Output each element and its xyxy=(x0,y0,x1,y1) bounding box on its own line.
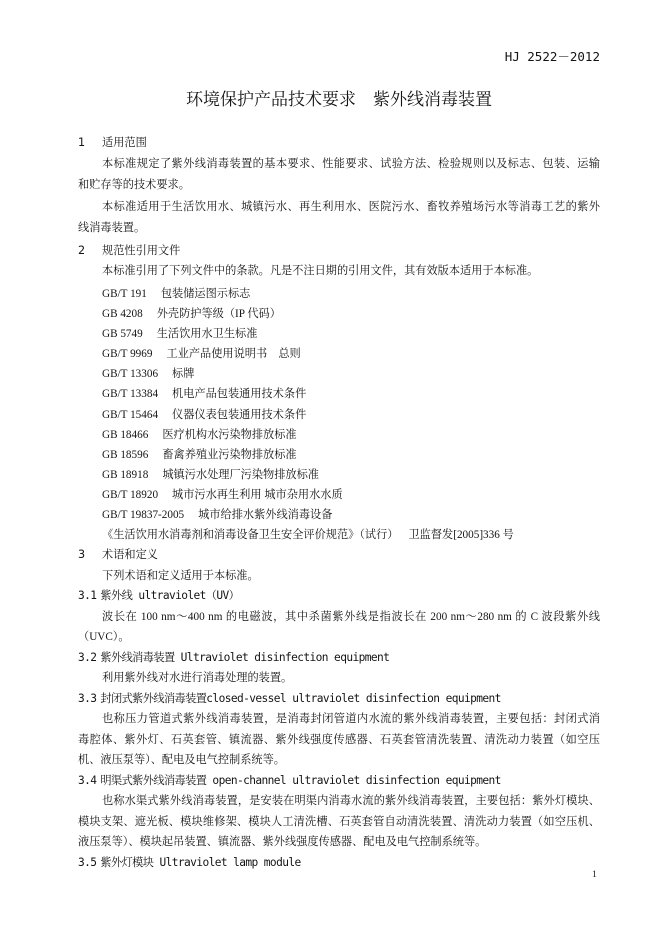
reference-code: GB 18596 xyxy=(102,448,149,461)
term-title: 紫外线 ultraviolet（UV） xyxy=(100,589,240,603)
term-3-4-definition-line-2: 模块支架、遮光板、模块维修架、模块人工清洗槽、石英套管自动清洗装置、清洗动力装置（如空压机、 xyxy=(78,815,600,828)
reference-title: 标牌 xyxy=(172,368,195,381)
term-heading-3-2 xyxy=(78,648,600,669)
reference-title: 畜禽养殖业污染物排放标准 xyxy=(162,448,297,461)
reference-code: GB 18918 xyxy=(102,468,149,481)
term-3-1-definition-line-2: （UVC）。 xyxy=(78,631,130,644)
section-terms-definitions xyxy=(78,545,600,873)
reference-item xyxy=(78,284,600,304)
reference-item xyxy=(78,304,600,324)
reference-code: GB/T 191 xyxy=(102,288,147,300)
section-heading-references xyxy=(78,240,600,262)
scope-paragraph-1-line-2: 和贮存等的技术要求。 xyxy=(78,179,190,191)
reference-item xyxy=(78,445,600,465)
reference-title: 城镇污水处理厂污染物排放标准 xyxy=(162,468,319,481)
scope-paragraph-1-line-1: 本标准规定了紫外线消毒装置的基本要求、性能要求、试验方法、检验规则以及标志、包装、运输 xyxy=(102,157,600,170)
section-number: 2 xyxy=(78,243,86,257)
section-normative-references xyxy=(78,240,600,546)
reference-item-regulation xyxy=(78,525,600,545)
references-intro: 本标准引用了下列文件中的条款。凡是不注日期的引用文件，其有效版本适用于本标准。 xyxy=(102,265,539,277)
reference-item xyxy=(78,364,600,384)
term-title: 封闭式紫外线消毒装置closed-vessel ultraviolet disinfection equipment xyxy=(100,691,501,705)
regulation-title: 《生活饮用水消毒剂和消毒设备卫生安全评价规范》（试行） xyxy=(102,529,399,542)
reference-title: 包装储运图示标志 xyxy=(160,288,251,300)
section-title: 规范性引用文件 xyxy=(102,243,181,257)
term-3-3-definition-line-2: 毒腔体、紫外灯、石英套管、镇流器、紫外线强度传感器、石英套管清洗装置、清洗动力装置（如空压 xyxy=(78,733,600,746)
reference-item xyxy=(78,465,600,485)
reference-code: GB 5749 xyxy=(102,328,143,341)
term-number: 3.5 xyxy=(78,855,97,869)
reference-item xyxy=(78,384,600,404)
section-number: 1 xyxy=(78,136,86,149)
reference-item xyxy=(78,344,600,364)
term-title: 明渠式紫外线消毒装置 open-channel ultraviolet disinfection equipment xyxy=(100,773,501,787)
section-heading-terms xyxy=(78,545,600,566)
section-title: 适用范围 xyxy=(102,136,147,149)
reference-title: 外壳防护等级（IP 代码） xyxy=(156,308,281,321)
reference-code: GB 18466 xyxy=(102,428,149,441)
term-title: 紫外灯模块 Ultraviolet lamp module xyxy=(100,855,301,869)
term-3-2-definition-line-1: 利用紫外线对水进行消毒处理的装置。 xyxy=(102,672,293,685)
reference-item xyxy=(78,505,600,525)
reference-item xyxy=(78,324,600,344)
term-title: 紫外线消毒装置 Ultraviolet disinfection equipment xyxy=(100,650,390,664)
reference-title: 生活饮用水卫生标准 xyxy=(156,328,258,341)
scope-paragraph-2-line-1: 本标准适用于生活饮用水、城镇污水、再生利用水、医院污水、畜牧养殖场污水等消毒工艺的紫外 xyxy=(102,200,600,213)
terms-intro: 下列术语和定义适用于本标准。 xyxy=(102,568,259,582)
standard-number: HJ 2522－2012 xyxy=(504,49,600,64)
reference-title: 医疗机构水污染物排放标准 xyxy=(162,428,297,441)
reference-title: 城市污水再生利用 城市杂用水水质 xyxy=(172,488,343,501)
reference-title: 仪器仪表包装通用技术条件 xyxy=(172,408,307,421)
scope-paragraph-2-line-2: 线消毒装置。 xyxy=(78,222,146,234)
term-number: 3.3 xyxy=(78,691,97,705)
term-heading-3-5 xyxy=(78,853,600,874)
section-scope xyxy=(78,132,600,240)
reference-list xyxy=(78,284,600,545)
term-3-4-definition-line-1: 也称水渠式紫外线消毒装置，是安装在明渠内消毒水流的紫外线消毒装置，主要包括：紫外灯模块、 xyxy=(102,795,600,808)
reference-item xyxy=(78,485,600,505)
reference-title: 城市给排水紫外线消毒设备 xyxy=(198,509,333,522)
term-3-3-definition-line-3: 机、液压泵等）、配电及电气控制系统等。 xyxy=(78,754,285,767)
term-3-3-definition-line-1: 也称压力管道式紫外线消毒装置，是消毒封闭管道内水流的紫外线消毒装置，主要包括：封闭式消 xyxy=(102,713,600,726)
reference-code: GB/T 13384 xyxy=(102,388,159,401)
document-title: 环境保护产品技术要求 紫外线消毒装置 xyxy=(186,90,492,110)
section-number: 3 xyxy=(78,548,86,562)
reference-item xyxy=(78,405,600,425)
section-title: 术语和定义 xyxy=(102,548,158,562)
term-number: 3.2 xyxy=(78,650,97,664)
reference-code: GB 4208 xyxy=(102,308,143,321)
term-number: 3.1 xyxy=(78,589,97,603)
reference-code: GB/T 19837-2005 xyxy=(102,509,185,522)
term-3-1-definition-line-1: 波长在 100 nm～400 nm 的电磁波，其中杀菌紫外线是指波长在 200 nm～280 nm 的 C 波段紫外线 xyxy=(102,610,600,623)
reference-code: GB/T 9969 xyxy=(102,348,153,361)
term-number: 3.4 xyxy=(78,773,97,787)
section-heading-scope xyxy=(78,132,600,154)
document-body xyxy=(78,132,600,873)
term-heading-3-4 xyxy=(78,771,600,792)
page-number: 1 xyxy=(592,870,597,880)
term-3-4-definition-line-3: 液压泵等）、模块起吊装置、镇流器、紫外线强度传感器、配电及电气控制系统等。 xyxy=(78,836,487,849)
reference-item xyxy=(78,425,600,445)
regulation-number: 卫监督发[2005]336 号 xyxy=(408,529,514,542)
term-heading-3-3 xyxy=(78,689,600,710)
reference-code: GB/T 18920 xyxy=(102,488,159,501)
reference-code: GB/T 15464 xyxy=(102,408,159,421)
reference-code: GB/T 13306 xyxy=(102,368,159,381)
reference-title: 机电产品包装通用技术条件 xyxy=(172,388,307,401)
term-heading-3-1 xyxy=(78,586,600,607)
reference-title: 工业产品使用说明书 总则 xyxy=(166,348,301,361)
